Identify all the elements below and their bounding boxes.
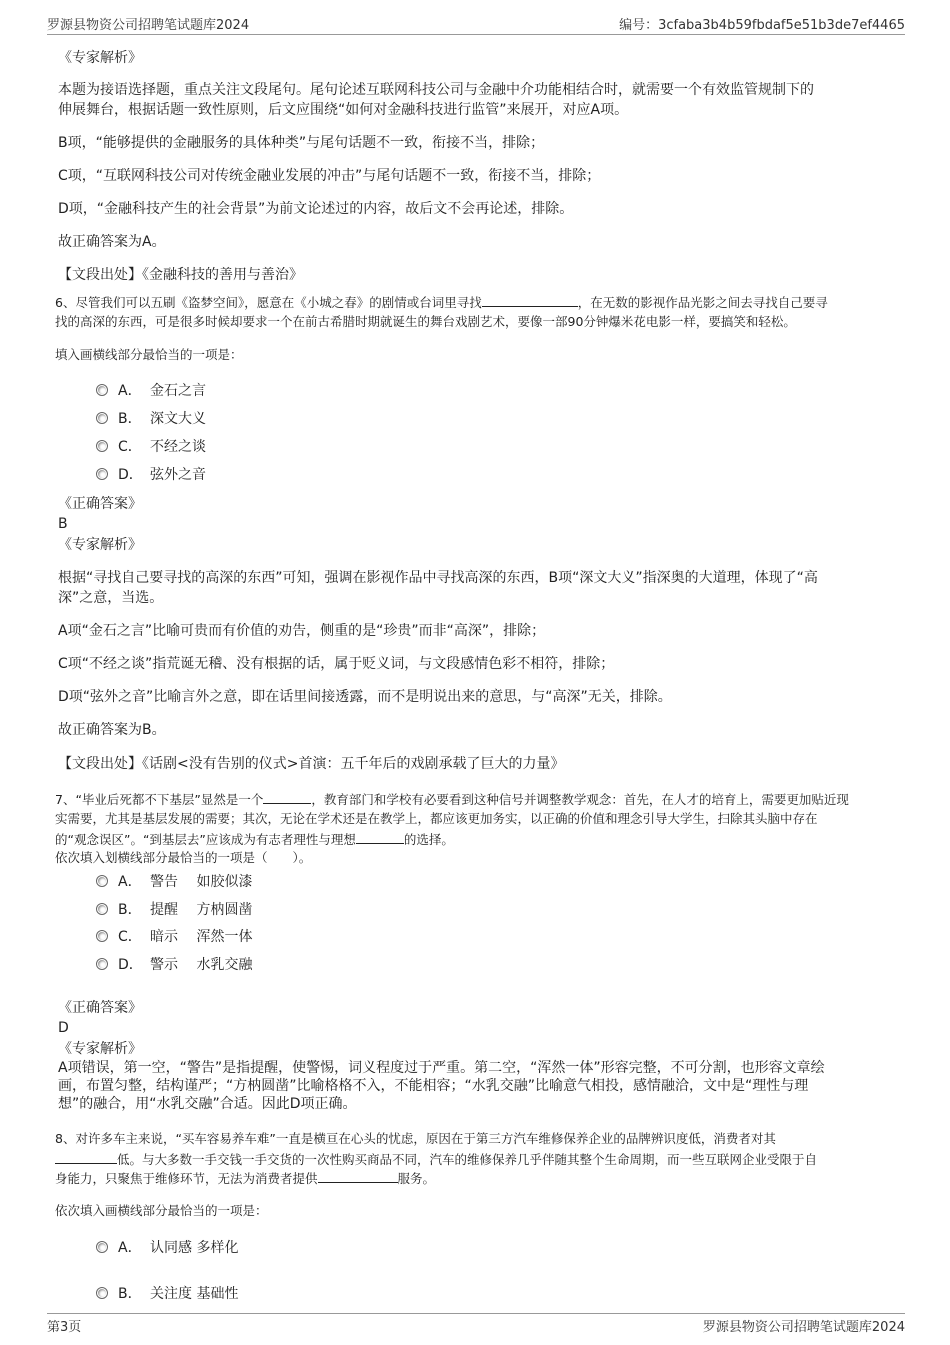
q6-stem-line: 找的高深的东西，可是很多时候却要求一个在前古希腊时期就诞生的舞台戏剧艺术，要像一部90分钟爆米花电影一样，要搞笑和轻松。	[55, 314, 796, 329]
option-text: 弦外之音	[150, 467, 206, 483]
q6-stem-part: 6、尽管我们可以五刷《盗梦空间》，愿意在《小城之春》的剧情或台词里寻找	[55, 295, 482, 310]
q6-analysis-a: A项“金石之言”比喻可贵而有价值的劝告，侧重的是“珍贵”而非“高深”，排除；	[58, 623, 546, 639]
q6-stem-part: ，在无数的影视作品光影之间去寻找自己要寻	[577, 295, 828, 310]
q7-stem	[55, 829, 454, 849]
page-header	[47, 14, 905, 35]
radio-icon[interactable]	[96, 958, 108, 970]
q7-option-a[interactable]	[96, 872, 252, 892]
option-text: 深文大义	[150, 411, 206, 427]
q8-prompt: 依次填入画横线部分最恰当的一项是：	[55, 1203, 268, 1218]
q8-blank-2	[318, 1168, 398, 1183]
radio-icon[interactable]	[96, 468, 108, 480]
q7-answer-heading: 《正确答案》	[58, 1000, 142, 1016]
q7-stem-part: 的选择。	[403, 832, 454, 847]
q8-stem	[55, 1168, 435, 1188]
q7-stem-part: 的“观念误区”。“到基层去”应该成为有志者理性与理想	[55, 832, 356, 847]
q6-stem	[55, 292, 828, 312]
option-letter: B．	[118, 1286, 142, 1302]
radio-icon[interactable]	[96, 440, 108, 452]
option-letter: C．	[118, 439, 142, 455]
header-title: 罗源县物资公司招聘笔试题库2024	[47, 18, 250, 33]
q7-analysis-heading: 《专家解析》	[58, 1041, 142, 1057]
radio-icon[interactable]	[96, 903, 108, 915]
q8-stem-line: 8、对许多车主来说，“买车容易养车难”一直是横亘在心头的忧虑，原因在于第三方汽车维修保养企业的品牌辨识度低，消费者对其	[55, 1131, 776, 1146]
option-letter: A．	[118, 383, 142, 399]
q5-analysis-heading: 《专家解析》	[58, 50, 142, 66]
q6-blank	[482, 292, 578, 307]
q5-analysis-d: D项，“金融科技产生的社会背景”为前文论述过的内容，故后文不会再论述，排除。	[58, 201, 574, 217]
option-text: 关注度 基础性	[150, 1286, 239, 1302]
q5-analysis-c: C项，“互联网科技公司对传统金融业发展的冲击”与尾句话题不一致，衔接不当，排除；	[58, 168, 601, 184]
q5-analysis-line: 本题为接语选择题，重点关注文段尾句。尾句论述互联网科技公司与金融中介功能相结合时，就需要一个有效监管规制下的	[58, 82, 814, 98]
option-letter: B．	[118, 411, 142, 427]
option-letter: C．	[118, 929, 142, 945]
q6-analysis-heading: 《专家解析》	[58, 537, 142, 553]
option-letter: D．	[118, 957, 143, 973]
q7-option-b[interactable]	[96, 900, 252, 920]
q8-stem-part: 服务。	[397, 1171, 436, 1186]
page-footer	[47, 1313, 905, 1336]
q5-analysis-line: 伸展舞台，根据话题一致性原则，后文应围绕“如何对金融科技进行监管”来展开，对应A项。	[58, 102, 629, 118]
q7-blank-2	[356, 829, 404, 844]
option-letter: B．	[118, 902, 142, 918]
q6-option-b[interactable]	[96, 409, 206, 429]
radio-icon[interactable]	[96, 875, 108, 887]
option-text: 金石之言	[150, 383, 206, 399]
q6-answer-heading: 《正确答案》	[58, 496, 142, 512]
radio-icon[interactable]	[96, 412, 108, 424]
q7-prompt: 依次填入划横线部分最恰当的一项是（ ）。	[55, 850, 312, 865]
option-letter: A．	[118, 1240, 142, 1256]
q7-stem-part: ，教育部门和学校有必要看到这种信号并调整教学观念：首先，在人才的培育上，需要更加贴近现	[311, 792, 849, 807]
q7-stem	[55, 789, 849, 809]
radio-icon[interactable]	[96, 384, 108, 396]
q7-stem-line: 实需要，尤其是基层发展的需要；其次，无论在学术还是在教学上，都应该更加务实，以正确的价值和理念引导大学生，扫除其头脑中存在	[55, 811, 818, 826]
option-text: 警告 如胶似漆	[150, 874, 253, 890]
footer-title: 罗源县物资公司招聘笔试题库2024	[702, 1320, 905, 1335]
radio-icon[interactable]	[96, 1287, 108, 1299]
q6-conclusion: 故正确答案为B。	[58, 722, 166, 738]
q5-conclusion: 故正确答案为A。	[58, 234, 166, 250]
option-text: 暗示 浑然一体	[150, 929, 253, 945]
q8-stem-part: 身能力，只聚焦于维修环节，无法为消费者提供	[55, 1171, 318, 1186]
q8-option-a[interactable]	[96, 1238, 238, 1258]
q8-option-b[interactable]	[96, 1284, 238, 1304]
radio-icon[interactable]	[96, 930, 108, 942]
q7-analysis-line: A项错误，第一空，“警告”是指提醒，使警惕，词义程度过于严重。第二空，“浑然一体”形容完整，不可分割，也形容文章绘	[58, 1060, 825, 1076]
q6-option-c[interactable]	[96, 437, 206, 457]
option-letter: A．	[118, 874, 142, 890]
option-text: 警示 水乳交融	[150, 957, 253, 973]
q6-answer: B	[58, 516, 68, 532]
q8-stem-part: 低。与大多数一手交钱一手交货的一次性购买商品不同，汽车的维修保养几乎伴随其整个生命周期，而一些互联网企业受限于自	[117, 1152, 818, 1167]
q5-source: 【文段出处】《金融科技的善用与善治》	[58, 267, 303, 283]
q7-answer: D	[58, 1020, 69, 1036]
q7-blank-1	[263, 789, 311, 804]
q6-prompt: 填入画横线部分最恰当的一项是：	[55, 347, 243, 362]
radio-icon[interactable]	[96, 1241, 108, 1253]
q7-stem-part: 7、“毕业后死都不下基层”显然是一个	[55, 792, 264, 807]
q8-stem	[55, 1149, 817, 1169]
q6-analysis-c: C项“不经之谈”指荒诞无稽、没有根据的话，属于贬义词，与文段感情色彩不相符，排除；	[58, 656, 615, 672]
header-code: 编号：3cfaba3b4b59fbdaf5e51b3de7ef4465	[619, 18, 905, 33]
q7-analysis-line: 画，布置匀整，结构谨严；“方枘圆凿”比喻格格不入，不能相容；“水乳交融”比喻意气相投，感情融洽，文中是“理性与理	[58, 1078, 809, 1094]
q6-option-a[interactable]	[96, 381, 206, 401]
q6-analysis-line: 深”之意，当选。	[58, 590, 164, 606]
q5-analysis-b: B项，“能够提供的金融服务的具体种类”与尾句话题不一致，衔接不当，排除；	[58, 135, 545, 151]
option-text: 不经之谈	[150, 439, 206, 455]
q7-option-d[interactable]	[96, 955, 252, 975]
q6-analysis-d: D项“弦外之音”比喻言外之意，即在话里间接透露，而不是明说出来的意思，与“高深”无关，排除。	[58, 689, 672, 705]
footer-page-number: 第3页	[47, 1320, 82, 1335]
q6-source: 【文段出处】《话剧<没有告别的仪式>首演：五千年后的戏剧承载了巨大的力量》	[58, 756, 565, 772]
option-letter: D．	[118, 467, 143, 483]
option-text: 认同感 多样化	[150, 1240, 239, 1256]
q6-analysis-line: 根据“寻找自己要寻找的高深的东西”可知，强调在影视作品中寻找高深的东西，B项“深文大义”指深奥的大道理，体现了“高	[58, 570, 818, 586]
q6-option-d[interactable]	[96, 465, 206, 485]
q7-analysis-line: 想”的融合，用“水乳交融”合适。因此D项正确。	[58, 1096, 357, 1112]
q7-option-c[interactable]	[96, 927, 252, 947]
option-text: 提醒 方枘圆凿	[150, 902, 253, 918]
q8-blank-1	[55, 1149, 117, 1164]
